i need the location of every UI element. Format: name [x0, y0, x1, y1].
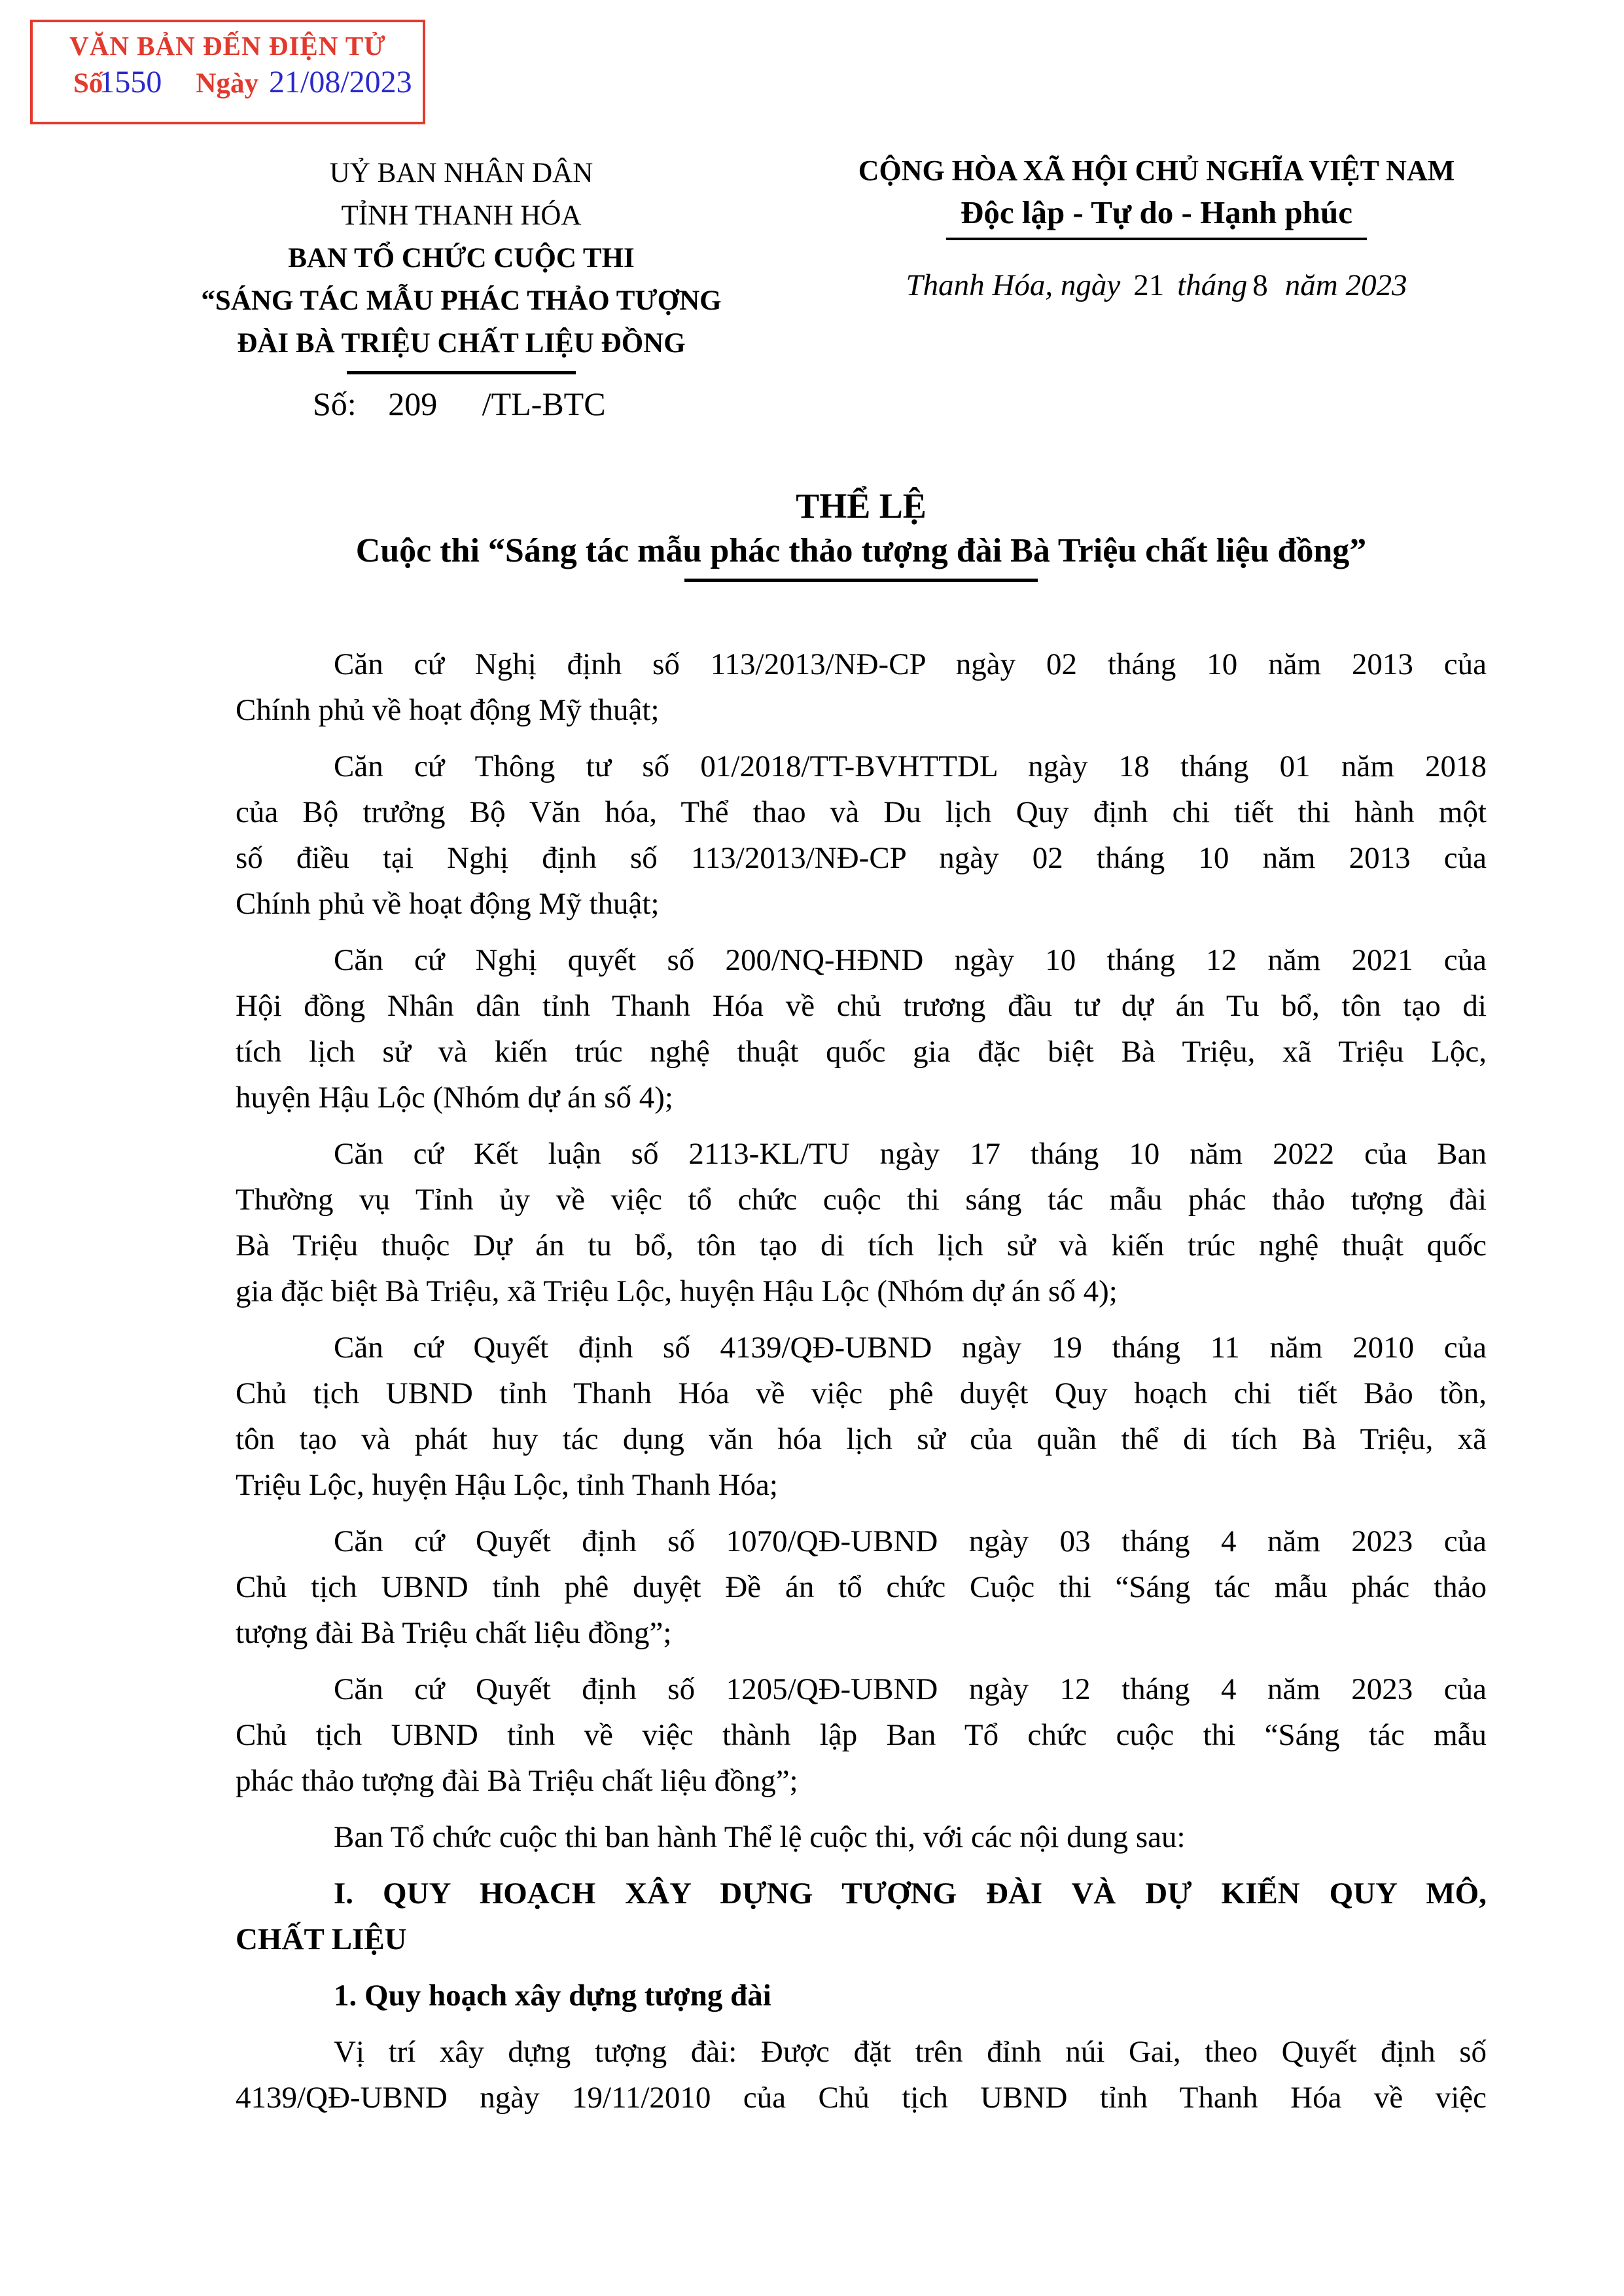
- dateline-day: 21: [1133, 268, 1165, 302]
- text-line: Căn cứ Thông tư số 01/2018/TT-BVHTTDL ngày 18 tháng 01 năm 2018: [334, 749, 1487, 783]
- doc-number: [313, 385, 606, 423]
- dateline-month: 8: [1252, 268, 1268, 302]
- text-line: Bà Triệu thuộc Dự án tu bổ, tôn tạo di tích lịch sử và kiến trúc nghệ thuật quốc: [236, 1229, 1487, 1263]
- org-line-contest-2: ĐÀI BÀ TRIỆU CHẤT LIỆU ĐỒNG: [237, 328, 686, 359]
- paragraph: [236, 1666, 1487, 1804]
- national-title: CỘNG HÒA XÃ HỘI CHỦ NGHĨA VIỆT NAM: [858, 154, 1455, 187]
- text-line: Chủ tịch UBND tỉnh phê duyệt Đề án tổ chức Cuộc thi “Sáng tác mẫu phác thảo: [236, 1570, 1487, 1604]
- text-line: Thường vụ Tỉnh ủy về việc tổ chức cuộc thi sáng tác mẫu phác thảo tượng đài: [236, 1183, 1487, 1217]
- text-line: Triệu Lộc, huyện Hậu Lộc, tỉnh Thanh Hóa;: [236, 1468, 778, 1502]
- paragraph: [236, 744, 1487, 927]
- text-line: Căn cứ Quyết định số 4139/QĐ-UBND ngày 19 tháng 11 năm 2010 của: [334, 1331, 1487, 1365]
- text-line: Căn cứ Nghị quyết số 200/NQ-HĐND ngày 10 tháng 12 năm 2021 của: [334, 943, 1487, 977]
- title-block: [236, 486, 1487, 582]
- text-line: Chính phủ về hoạt động Mỹ thuật;: [236, 693, 660, 727]
- text-line: 4139/QĐ-UBND ngày 19/11/2010 của Chủ tịch UBND tỉnh Thanh Hóa về việc: [236, 2081, 1487, 2115]
- stamp-date-label: Ngày: [196, 68, 258, 99]
- text-line: 1. Quy hoạch xây dựng tượng đài: [334, 1979, 771, 2013]
- paragraph: [236, 1518, 1487, 1656]
- body-paragraphs: [236, 641, 1487, 2131]
- text-line: Ban Tổ chức cuộc thi ban hành Thể lệ cuộc thi, với các nội dung sau:: [334, 1820, 1186, 1854]
- national-header-block: [775, 152, 1538, 303]
- doc-number-label: Số:: [313, 386, 357, 422]
- org-line-province: TỈNH THANH HÓA: [341, 200, 582, 231]
- paragraph: [236, 2029, 1487, 2121]
- dateline-year: năm 2023: [1284, 268, 1407, 302]
- incoming-document-stamp: [30, 20, 425, 124]
- org-line-parent: UỶ BAN NHÂN DÂN: [329, 158, 593, 188]
- dateline-prefix: Thanh Hóa, ngày: [906, 268, 1121, 302]
- paragraph: [236, 1131, 1487, 1314]
- text-line: I. QUY HOẠCH XÂY DỰNG TƯỢNG ĐÀI VÀ DỰ KIẾN QUY MÔ,: [334, 1876, 1487, 1910]
- doc-subtitle: Cuộc thi “Sáng tác mẫu phác thảo tượng đài Bà Triệu chất liệu đồng”: [355, 532, 1367, 569]
- stamp-date-value: 21/08/2023: [268, 65, 412, 99]
- doc-title: THỂ LỆ: [796, 486, 927, 526]
- org-line-contest-1: “SÁNG TÁC MẪU PHÁC THẢO TƯỢNG: [201, 285, 722, 316]
- text-line: Vị trí xây dựng tượng đài: Được đặt trên đỉnh núi Gai, theo Quyết định số: [334, 2035, 1487, 2069]
- stamp-number-label: Số: [73, 68, 103, 99]
- text-line: Hội đồng Nhân dân tỉnh Thanh Hóa về chủ trương đầu tư dự án Tu bổ, tôn tạo di: [236, 989, 1487, 1023]
- text-line: Căn cứ Kết luận số 2113-KL/TU ngày 17 tháng 10 năm 2022 của Ban: [334, 1137, 1487, 1171]
- doc-number-value: 209: [388, 386, 438, 422]
- text-line: CHẤT LIỆU: [236, 1922, 407, 1956]
- text-line: Căn cứ Quyết định số 1070/QĐ-UBND ngày 03 tháng 4 năm 2023 của: [334, 1524, 1487, 1558]
- org-line-committee: BAN TỔ CHỨC CUỘC THI: [288, 243, 635, 274]
- section-heading: [236, 1973, 1487, 2018]
- text-line: Căn cứ Quyết định số 1205/QĐ-UBND ngày 12 tháng 4 năm 2023 của: [334, 1672, 1487, 1706]
- doc-number-symbol: /TL-BTC: [482, 386, 606, 422]
- paragraph: [236, 1325, 1487, 1508]
- national-motto: Độc lập - Tự do - Hạnh phúc: [946, 194, 1367, 240]
- text-line: Căn cứ Nghị định số 113/2013/NĐ-CP ngày 02 tháng 10 năm 2013 của: [334, 647, 1487, 681]
- text-line: Chủ tịch UBND tỉnh Thanh Hóa về việc phê duyệt Quy hoạch chi tiết Bảo tồn,: [236, 1376, 1487, 1410]
- text-line: số điều tại Nghị định số 113/2013/NĐ-CP ngày 02 tháng 10 năm 2013 của: [236, 841, 1487, 875]
- dateline-month-word: tháng: [1177, 268, 1248, 302]
- text-line: tôn tạo và phát huy tác dụng văn hóa lịch sử của quần thể di tích Bà Triệu, xã: [236, 1422, 1487, 1456]
- section-heading: [236, 1871, 1487, 1962]
- place-date-line: [775, 268, 1538, 303]
- text-line: Chủ tịch UBND tỉnh về việc thành lập Ban Tổ chức cuộc thi “Sáng tác mẫu: [236, 1718, 1487, 1752]
- text-line: gia đặc biệt Bà Triệu, xã Triệu Lộc, huyện Hậu Lộc (Nhóm dự án số 4);: [236, 1274, 1118, 1308]
- paragraph: [236, 641, 1487, 733]
- text-line: phác thảo tượng đài Bà Triệu chất liệu đồng”;: [236, 1764, 798, 1798]
- title-underline: [684, 579, 1038, 582]
- text-line: tượng đài Bà Triệu chất liệu đồng”;: [236, 1616, 672, 1650]
- text-line: của Bộ trưởng Bộ Văn hóa, Thể thao và Du lịch Quy định chi tiết thi hành một: [236, 795, 1487, 829]
- org-underline: [347, 371, 576, 374]
- paragraph: [236, 1814, 1487, 1860]
- text-line: Chính phủ về hoạt động Mỹ thuật;: [236, 887, 660, 921]
- text-line: huyện Hậu Lộc (Nhóm dự án số 4);: [236, 1081, 673, 1115]
- stamp-number-value: 1550: [99, 65, 162, 99]
- text-line: tích lịch sử và kiến trúc nghệ thuật quốc gia đặc biệt Bà Triệu, xã Triệu Lộc,: [236, 1035, 1487, 1069]
- stamp-number-row: [33, 64, 423, 100]
- paragraph: [236, 937, 1487, 1121]
- issuing-org-block: [150, 152, 772, 374]
- stamp-title: VĂN BẢN ĐẾN ĐIỆN TỬ: [69, 31, 386, 61]
